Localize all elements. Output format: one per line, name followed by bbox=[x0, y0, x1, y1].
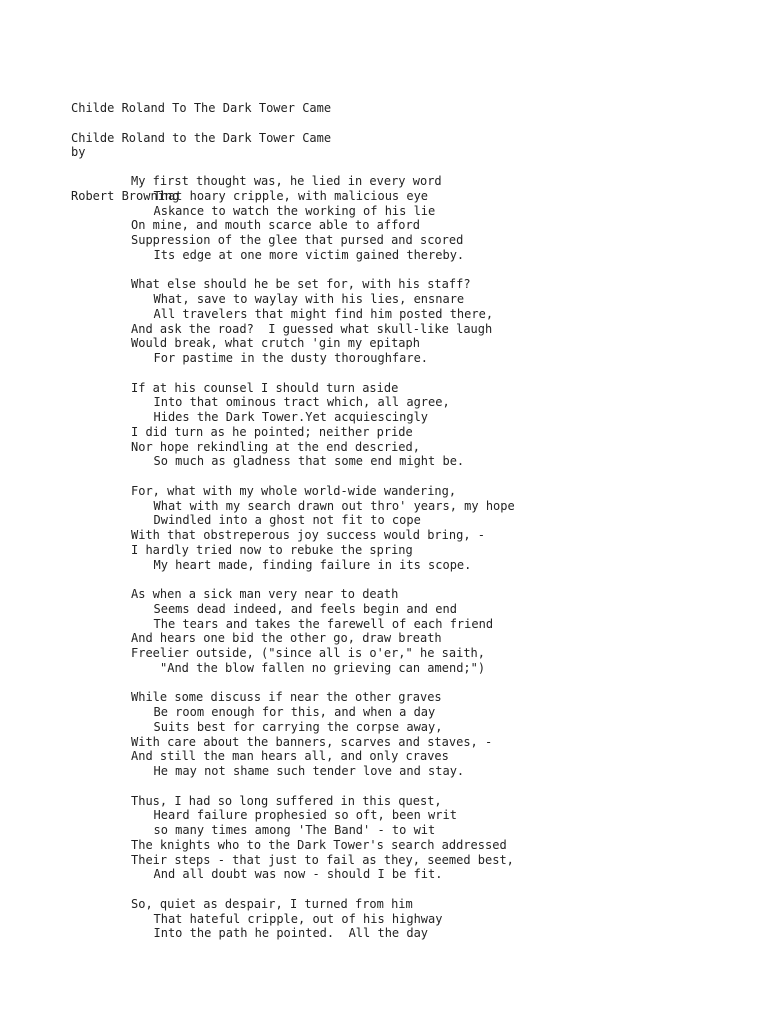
poem-line: Seems dead indeed, and feels begin and end bbox=[153, 601, 457, 616]
poem-line: Be room enough for this, and when a day bbox=[153, 705, 436, 719]
poem-stanza bbox=[131, 897, 515, 941]
poem-line: And still the man hears all, and only craves bbox=[131, 749, 449, 764]
poem-line: While some discuss if near the other graves bbox=[131, 690, 442, 705]
poem-line: For, what with my whole world-wide wandering, bbox=[131, 483, 457, 498]
poem-line: Its edge at one more victim gained thereby. bbox=[153, 247, 465, 262]
poem-line: My first thought was, he lied in every word bbox=[131, 174, 442, 188]
poem-line: Thus, I had so long suffered in this quest, bbox=[131, 793, 442, 808]
poem-line: Into that ominous tract which, all agree, bbox=[153, 395, 450, 410]
poem-stanza bbox=[131, 174, 515, 263]
poem-line: With care about the banners, scarves and staves, - bbox=[131, 734, 493, 749]
poem-line: As when a sick man very near to death bbox=[131, 587, 399, 601]
poem-line: Suppression of the glee that pursed and scored bbox=[131, 233, 464, 247]
poem-line: What else should he be set for, with his staff? bbox=[131, 277, 471, 292]
poem-line: What, save to waylay with his lies, ensnare bbox=[153, 292, 465, 306]
poem-line: Dwindled into a ghost not fit to cope bbox=[153, 513, 421, 528]
poem-stanza bbox=[131, 277, 515, 366]
poem-line: Their steps - that just to fail as they, seemed best, bbox=[131, 852, 514, 867]
poem-line: The tears and takes the farewell of each friend bbox=[153, 616, 494, 631]
poem-title: Childe Roland to the Dark Tower Came bbox=[71, 131, 332, 145]
poem-line: My heart made, finding failure in its scope. bbox=[153, 557, 472, 572]
poem-line: That hoary cripple, with malicious eye bbox=[153, 188, 429, 203]
poem-line: Heard failure prophesied so oft, been writ bbox=[153, 808, 457, 823]
author-name: Robert Browning bbox=[71, 189, 180, 203]
poem-line: What with my search drawn out thro' years, my hope bbox=[153, 498, 515, 513]
poem-stanza bbox=[131, 794, 515, 883]
poem-line: And all doubt was now - should I be fit. bbox=[153, 867, 443, 882]
poem-line: I hardly tried now to rebuke the spring bbox=[131, 542, 413, 557]
poem-line: Would break, what crutch 'gin my epitaph bbox=[131, 336, 420, 351]
poem-stanza bbox=[131, 381, 515, 470]
poem-line: Nor hope rekindling at the end descried, bbox=[131, 439, 420, 454]
poem-line: Hides the Dark Tower.Yet acquiescingly bbox=[153, 410, 429, 424]
poem-line: Freelier outside, ("since all is o'er," he saith, bbox=[131, 646, 486, 660]
byline: by bbox=[71, 144, 86, 159]
poem-body bbox=[131, 174, 515, 956]
poem-line: The knights who to the Dark Tower's search addressed bbox=[131, 837, 507, 852]
poem-line: Into the path he pointed. All the day bbox=[153, 926, 429, 941]
document-title: Childe Roland To The Dark Tower Came bbox=[71, 100, 332, 115]
poem-stanza bbox=[131, 690, 515, 779]
poem-line: so many times among 'The Band' - to wit bbox=[153, 823, 436, 837]
poem-line: So much as gladness that some end might be. bbox=[153, 454, 465, 469]
poem-line: So, quiet as despair, I turned from him bbox=[131, 896, 413, 911]
poem-line: Suits best for carrying the corpse away, bbox=[153, 719, 443, 734]
poem-line: With that obstreperous joy success would bring, - bbox=[131, 528, 486, 542]
poem-stanza bbox=[131, 587, 515, 676]
poem-line: On mine, and mouth scarce able to afford bbox=[131, 218, 420, 233]
poem-line: I did turn as he pointed; neither pride bbox=[131, 424, 413, 439]
poem-line: And ask the road? I guessed what skull-like laugh bbox=[131, 321, 493, 336]
poem-stanza bbox=[131, 484, 515, 573]
poem-line: Askance to watch the working of his lie bbox=[153, 203, 436, 218]
poem-line: For pastime in the dusty thoroughfare. bbox=[153, 351, 429, 365]
poem-line: If at his counsel I should turn aside bbox=[131, 380, 399, 395]
poem-line: "And the blow fallen no grieving can amend;") bbox=[160, 660, 486, 675]
poem-line: That hateful cripple, out of his highway bbox=[153, 911, 443, 926]
poem-line: He may not shame such tender love and stay. bbox=[153, 764, 465, 778]
poem-line: And hears one bid the other go, draw breath bbox=[131, 631, 442, 646]
poem-line: All travelers that might find him posted there, bbox=[153, 306, 494, 321]
